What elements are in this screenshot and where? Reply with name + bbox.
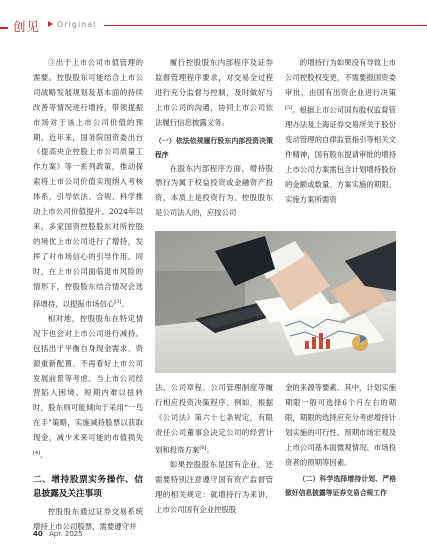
paragraph: 金的来源等要素。其中，计划实施期限一般可选择6个月左右的期限，期限的选择应充分考虑增持计划实施的可行性、预期市场宏观及上市公司基本面微观情况、市场投资者的预期等因素。 bbox=[285, 383, 396, 467]
paragraph: 在股东内部程序方面，增持股票行为属于权益投资或金融资产投资，本质上是投资行为。控股股东是公司法人的，应按公司 bbox=[155, 163, 273, 218]
paragraph bbox=[33, 56, 143, 312]
paragraph-text: 的增持行为如果没有导致上市公司控股权变更，不需要报国资委审批，由国有出资企业进行决策 bbox=[285, 58, 396, 97]
subsection-heading: （二）科学选择增持计划、严格做好信息披露等证券交易合规工作 bbox=[285, 475, 396, 498]
footnote-ref: [6] bbox=[199, 444, 207, 451]
paragraph-text: ③出于上市公司市值管理的需要。控股股东可能结合上市公司战略发展规划及基本面的持续改善等情况进行增持，带领提振市场对于该上市公司价值的预期。近年来，国务院国资委出台《提高央企控股上市公司质量工作方案》等一系列政策，推动探索将上市公司价值实现纳入考核体系，引导依法、合规、科学推动上市公司价值提升。2024年以来，多家国资控股股东对所控股的境优上市公司进行了增持，发挥了对市场信心的引导作用。同时，在上市公司面临退市风险的情形下，控股股东结合情况会选择增持，以提振市场信心 bbox=[33, 58, 143, 308]
paragraph-end: 。 bbox=[40, 450, 48, 460]
footnote-ref: [5] bbox=[285, 104, 293, 111]
paragraph-end: 。 bbox=[121, 298, 129, 308]
paragraph bbox=[155, 381, 273, 458]
page-number: 40 bbox=[33, 530, 43, 538]
paragraph-text: 。根据上市公司国有股权监督管理办法及上海证券交易所关于股份变动管理的自律监管指引等相关文件精神，国有股东提请审批的增持上市公司方案需包含计划增持股份的金额或数量、方案实施的期限、实施方案所需资 bbox=[285, 105, 396, 204]
header-rule bbox=[104, 25, 427, 26]
section-title: 创见 bbox=[13, 19, 41, 34]
paragraph-end: 。 bbox=[206, 445, 214, 455]
footnote-ref: [4] bbox=[33, 450, 41, 457]
section-subtitle: Original bbox=[57, 20, 97, 29]
paragraph: 履行控股股东内部程序及证券监督管理程序要求，对交易全过程进行充分监督与控制，及时做好与上市公司的沟通，协同上市公司依法履行信息披露义务。 bbox=[155, 58, 273, 127]
paragraph bbox=[33, 312, 143, 464]
issue-date: Apr. 2025 bbox=[48, 530, 83, 538]
footnote-ref: [3] bbox=[114, 298, 122, 305]
column-middle-top bbox=[155, 56, 273, 221]
paragraph: 控股股东通过证券交易系统增持上市公司股票，需要遵守并 bbox=[33, 507, 143, 532]
column-left bbox=[33, 56, 143, 535]
triangle-right-icon bbox=[48, 21, 53, 27]
column-right-bottom bbox=[285, 381, 396, 500]
paragraph-text: 法、公司章程、公司管理制度等履行相应投资决策程序。例如，根据《公司法》第六十七条规定，有限责任公司董事会决定公司的经营计划和投资方案 bbox=[155, 383, 273, 455]
photo-illustration bbox=[155, 231, 396, 373]
section-heading: 二、增持股票实务操作、信息披露及关注事项 bbox=[33, 475, 143, 500]
paragraph-text: 相对地，控股股东在特定情况下也会对上市公司进行减持。包括出于平衡自身现金需求、资源重新配置、不再看好上市公司发展前景等考虑。当上市公司经营陷入困境、短期内难以扭转时，股东则可能倾向于采用“一鸟在手”策略，实施减持股票以获取现金，减少未来可能的市值损失 bbox=[33, 313, 143, 443]
business-meeting-photo bbox=[155, 231, 396, 373]
paragraph bbox=[285, 56, 396, 208]
subsection-heading: （一）依法依规履行股东内部投资决策程序 bbox=[155, 136, 273, 159]
column-middle-bottom bbox=[155, 381, 273, 518]
paragraph: 如果控股股东是国有企业，还需要特别注意遵守国有资产监督管理的相关规定：就增持行为来讲，上市公司国有企业控股股 bbox=[155, 460, 273, 514]
page-header bbox=[0, 0, 427, 48]
header-accent-bar bbox=[0, 27, 8, 29]
column-right-top bbox=[285, 56, 396, 208]
page-footer bbox=[33, 530, 83, 538]
